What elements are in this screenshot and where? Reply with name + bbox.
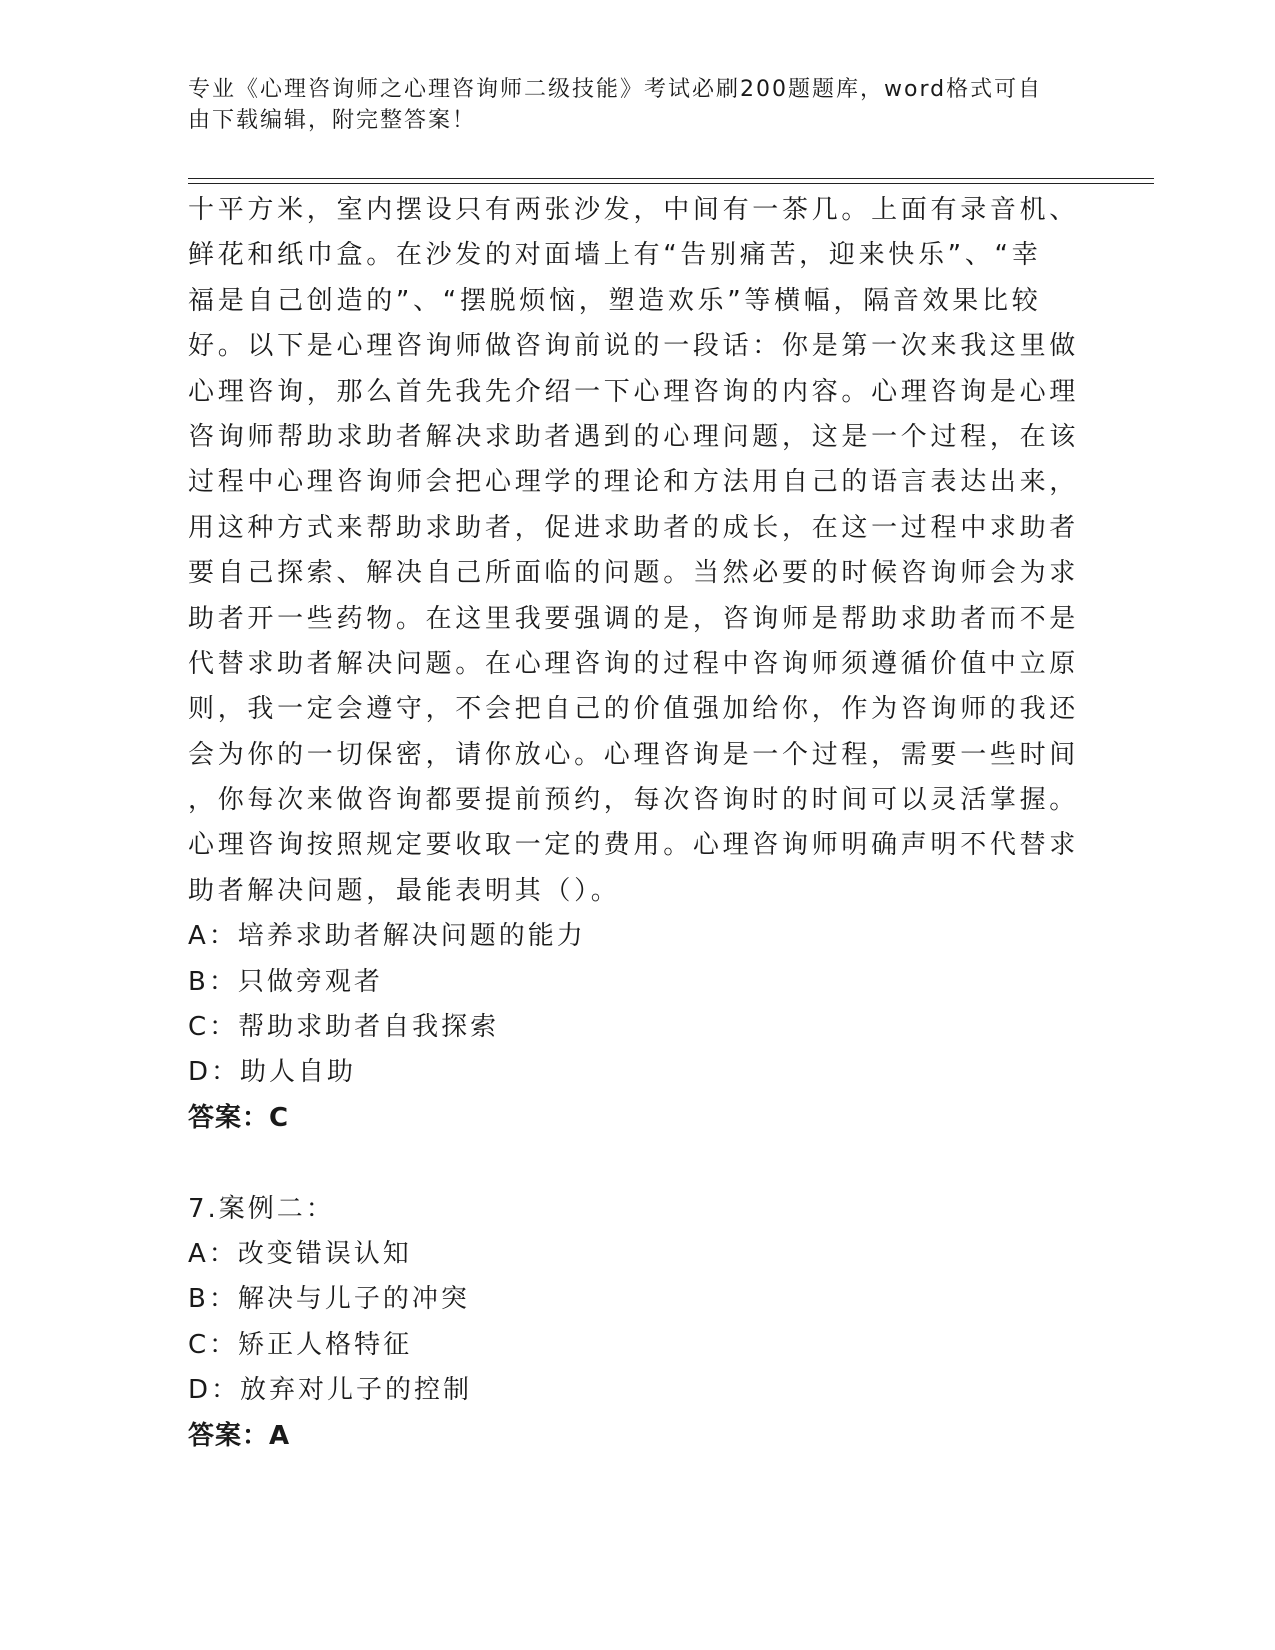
- question-stem-line: 要自己探索、解决自己所面临的问题。当然必要的时候咨询师会为求: [188, 558, 1080, 589]
- option-a: A：改变错误认知: [188, 1238, 412, 1269]
- question-stem-line: 十平方米，室内摆设只有两张沙发，中间有一茶几。上面有录音机、: [188, 195, 1080, 225]
- question-stem-line: 会为你的一切保密，请你放心。心理咨询是一个过程，需要一些时间: [188, 739, 1080, 770]
- question-stem-line: 助者开一些药物。在这里我要强调的是，咨询师是帮助求助者而不是: [188, 603, 1080, 634]
- header-double-rule: [188, 178, 1154, 184]
- question-stem-line: ，你每次来做咨询都要提前预约，每次咨询时的时间可以灵活掌握。: [188, 785, 1080, 816]
- answer-label: 答案：C: [188, 1102, 290, 1133]
- question-stem-line: 福是自己创造的”、“摆脱烦恼，塑造欢乐”等横幅，隔音效果比较: [188, 285, 1042, 316]
- question-stem-line: 好。以下是心理咨询师做咨询前说的一段话：你是第一次来我这里做: [188, 331, 1080, 362]
- option-a: A：培养求助者解决问题的能力: [188, 921, 586, 952]
- option-d: D：放弃对儿子的控制: [188, 1375, 473, 1406]
- option-d: D：助人自助: [188, 1057, 357, 1088]
- question-stem-line: 代替求助者解决问题。在心理咨询的过程中咨询师须遵循价值中立原: [188, 648, 1080, 679]
- page-header: [188, 74, 1068, 136]
- question-7: [188, 1187, 1068, 1459]
- question-stem-line: 心理咨询，那么首先我先介绍一下心理咨询的内容。心理咨询是心理: [188, 376, 1080, 407]
- question-title: 7.案例二：: [188, 1193, 335, 1224]
- question-gap: [188, 1141, 1068, 1186]
- option-b: B：只做旁观者: [188, 966, 383, 997]
- option-b: B：解决与儿子的冲突: [188, 1284, 470, 1315]
- question-stem-line: 则，我一定会遵守，不会把自己的价值强加给你，作为咨询师的我还: [188, 694, 1080, 725]
- header-line-2: 由下载编辑，附完整答案！: [188, 108, 477, 133]
- document-body: [188, 188, 1080, 1459]
- option-c: C：矫正人格特征: [188, 1329, 413, 1360]
- question-stem-line: 咨询师帮助求助者解决求助者遇到的心理问题，这是一个过程，在该: [188, 421, 1080, 452]
- question-stem-line: 鲜花和纸巾盒。在沙发的对面墙上有“告别痛苦，迎来快乐”、“幸: [188, 240, 1042, 271]
- question-stem-line: 助者解决问题，最能表明其（）。: [188, 875, 621, 906]
- question-stem-line: 过程中心理咨询师会把心理学的理论和方法用自己的语言表达出来，: [188, 467, 1080, 498]
- question-stem-line: 心理咨询按照规定要收取一定的费用。心理咨询师明确声明不代替求: [188, 830, 1080, 861]
- header-line-1: 专业《心理咨询师之心理咨询师二级技能》考试必刷200题题库，word格式可自: [188, 77, 1043, 102]
- option-c: C：帮助求助者自我探索: [188, 1012, 500, 1043]
- question-stem-line: 用这种方式来帮助求助者，促进求助者的成长，在这一过程中求助者: [188, 512, 1080, 543]
- answer-label: 答案：A: [188, 1420, 291, 1451]
- question-6: [188, 188, 1080, 1141]
